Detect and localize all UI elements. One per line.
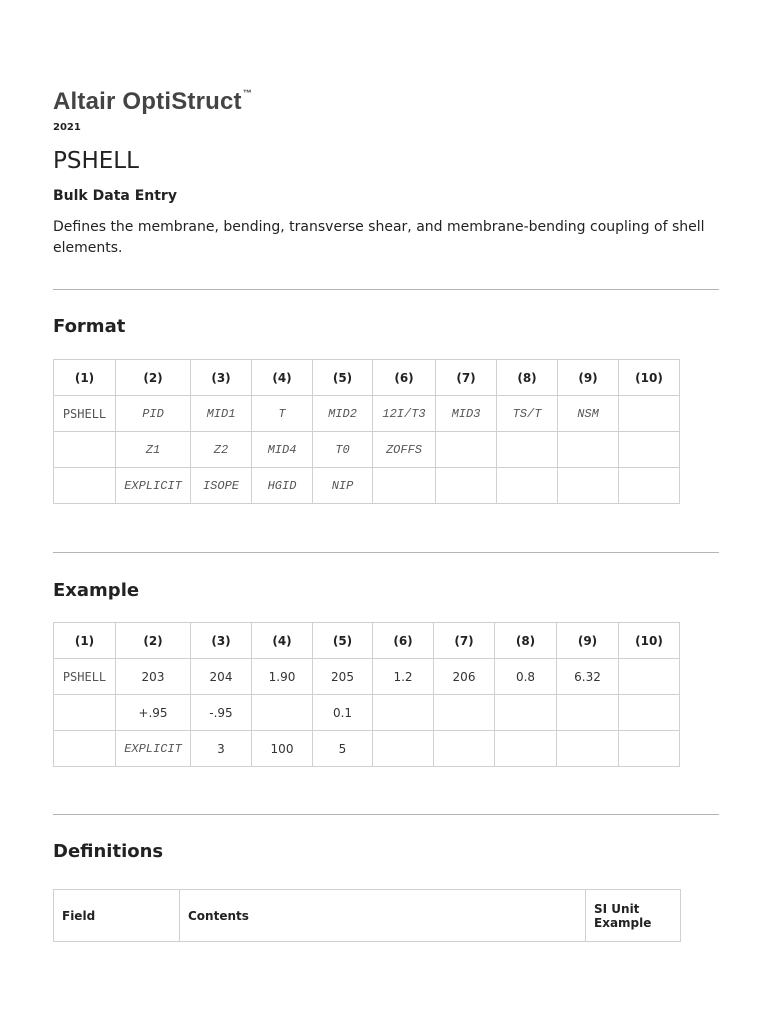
table-cell: Z2	[191, 432, 252, 468]
page-description: Defines the membrane, bending, transverse shear, and membrane-bending coupling of shell elements.	[53, 219, 705, 256]
table-cell: TS/T	[497, 396, 558, 432]
table-cell: 0.1	[313, 695, 373, 731]
column-header: (9)	[558, 360, 619, 396]
brand-name: Altair OptiStruct	[53, 88, 242, 115]
table-cell: T0	[313, 432, 373, 468]
page-subtitle: Bulk Data Entry	[53, 188, 177, 204]
column-header: (8)	[497, 360, 558, 396]
table-cell	[619, 468, 680, 504]
table-cell	[252, 695, 313, 731]
table-row	[54, 396, 680, 432]
section-divider	[53, 814, 719, 815]
table-cell: EXPLICIT	[116, 468, 191, 504]
table-cell	[557, 731, 619, 767]
table-cell: Z1	[116, 432, 191, 468]
column-header: (3)	[191, 360, 252, 396]
table-cell	[436, 468, 497, 504]
format-heading: Format	[53, 316, 126, 337]
table-cell: -.95	[191, 695, 252, 731]
table-cell: +.95	[116, 695, 191, 731]
page-title: PSHELL	[53, 148, 139, 174]
table-cell: PSHELL	[54, 659, 116, 695]
column-header: (10)	[619, 360, 680, 396]
table-cell	[557, 695, 619, 731]
table-cell	[558, 468, 619, 504]
definitions-heading: Definitions	[53, 841, 164, 862]
table-cell	[373, 468, 436, 504]
table-cell: MID3	[436, 396, 497, 432]
table-cell: NSM	[558, 396, 619, 432]
table-cell: 1.90	[252, 659, 313, 695]
table-cell: PSHELL	[54, 396, 116, 432]
table-cell	[434, 731, 495, 767]
column-header: (4)	[252, 360, 313, 396]
table-cell: ZOFFS	[373, 432, 436, 468]
table-cell: ISOPE	[191, 468, 252, 504]
table-cell: MID4	[252, 432, 313, 468]
table-cell: PID	[116, 396, 191, 432]
format-header-row	[54, 360, 680, 396]
column-header: (6)	[373, 360, 436, 396]
column-header: (2)	[116, 360, 191, 396]
column-header: (6)	[373, 623, 434, 659]
table-cell	[373, 695, 434, 731]
trademark-symbol: ™	[242, 88, 252, 98]
table-cell	[495, 731, 557, 767]
table-row	[54, 659, 680, 695]
column-header: (4)	[252, 623, 313, 659]
table-row	[54, 731, 680, 767]
table-cell: 12I/T3	[373, 396, 436, 432]
table-cell	[619, 432, 680, 468]
table-cell: 5	[313, 731, 373, 767]
table-cell: MID1	[191, 396, 252, 432]
table-cell: HGID	[252, 468, 313, 504]
table-row	[54, 432, 680, 468]
definitions-table	[53, 889, 681, 942]
table-cell	[434, 695, 495, 731]
table-cell	[495, 695, 557, 731]
column-header-si-unit: SI Unit Example	[586, 890, 681, 942]
table-cell	[497, 432, 558, 468]
table-cell	[619, 731, 680, 767]
column-header-field: Field	[54, 890, 180, 942]
table-cell	[436, 432, 497, 468]
brand-logo	[53, 88, 252, 116]
table-cell	[54, 432, 116, 468]
table-cell: 206	[434, 659, 495, 695]
column-header: (1)	[54, 360, 116, 396]
example-header-row	[54, 623, 680, 659]
table-cell: T	[252, 396, 313, 432]
section-divider	[53, 289, 719, 290]
table-cell	[619, 396, 680, 432]
column-header: (9)	[557, 623, 619, 659]
version-year: 2021	[53, 122, 81, 133]
table-cell	[54, 731, 116, 767]
table-cell: 6.32	[557, 659, 619, 695]
table-row	[54, 468, 680, 504]
table-cell: 205	[313, 659, 373, 695]
definitions-header-row	[54, 890, 681, 942]
table-cell	[558, 432, 619, 468]
column-header: (3)	[191, 623, 252, 659]
column-header: (5)	[313, 360, 373, 396]
table-row	[54, 695, 680, 731]
column-header: (10)	[619, 623, 680, 659]
table-cell	[497, 468, 558, 504]
example-table	[53, 622, 680, 767]
table-cell	[373, 731, 434, 767]
table-cell	[619, 659, 680, 695]
format-table	[53, 359, 680, 504]
table-cell: EXPLICIT	[116, 731, 191, 767]
table-cell	[54, 468, 116, 504]
column-header-contents: Contents	[180, 890, 586, 942]
column-header: (5)	[313, 623, 373, 659]
table-cell: 3	[191, 731, 252, 767]
column-header: (1)	[54, 623, 116, 659]
table-cell: 204	[191, 659, 252, 695]
column-header: (7)	[434, 623, 495, 659]
table-cell: MID2	[313, 396, 373, 432]
table-cell: 203	[116, 659, 191, 695]
example-heading: Example	[53, 580, 140, 601]
table-cell: NIP	[313, 468, 373, 504]
table-cell: 100	[252, 731, 313, 767]
column-header: (8)	[495, 623, 557, 659]
table-cell	[619, 695, 680, 731]
table-cell: 1.2	[373, 659, 434, 695]
column-header: (7)	[436, 360, 497, 396]
column-header: (2)	[116, 623, 191, 659]
table-cell	[54, 695, 116, 731]
section-divider	[53, 552, 719, 553]
table-cell: 0.8	[495, 659, 557, 695]
